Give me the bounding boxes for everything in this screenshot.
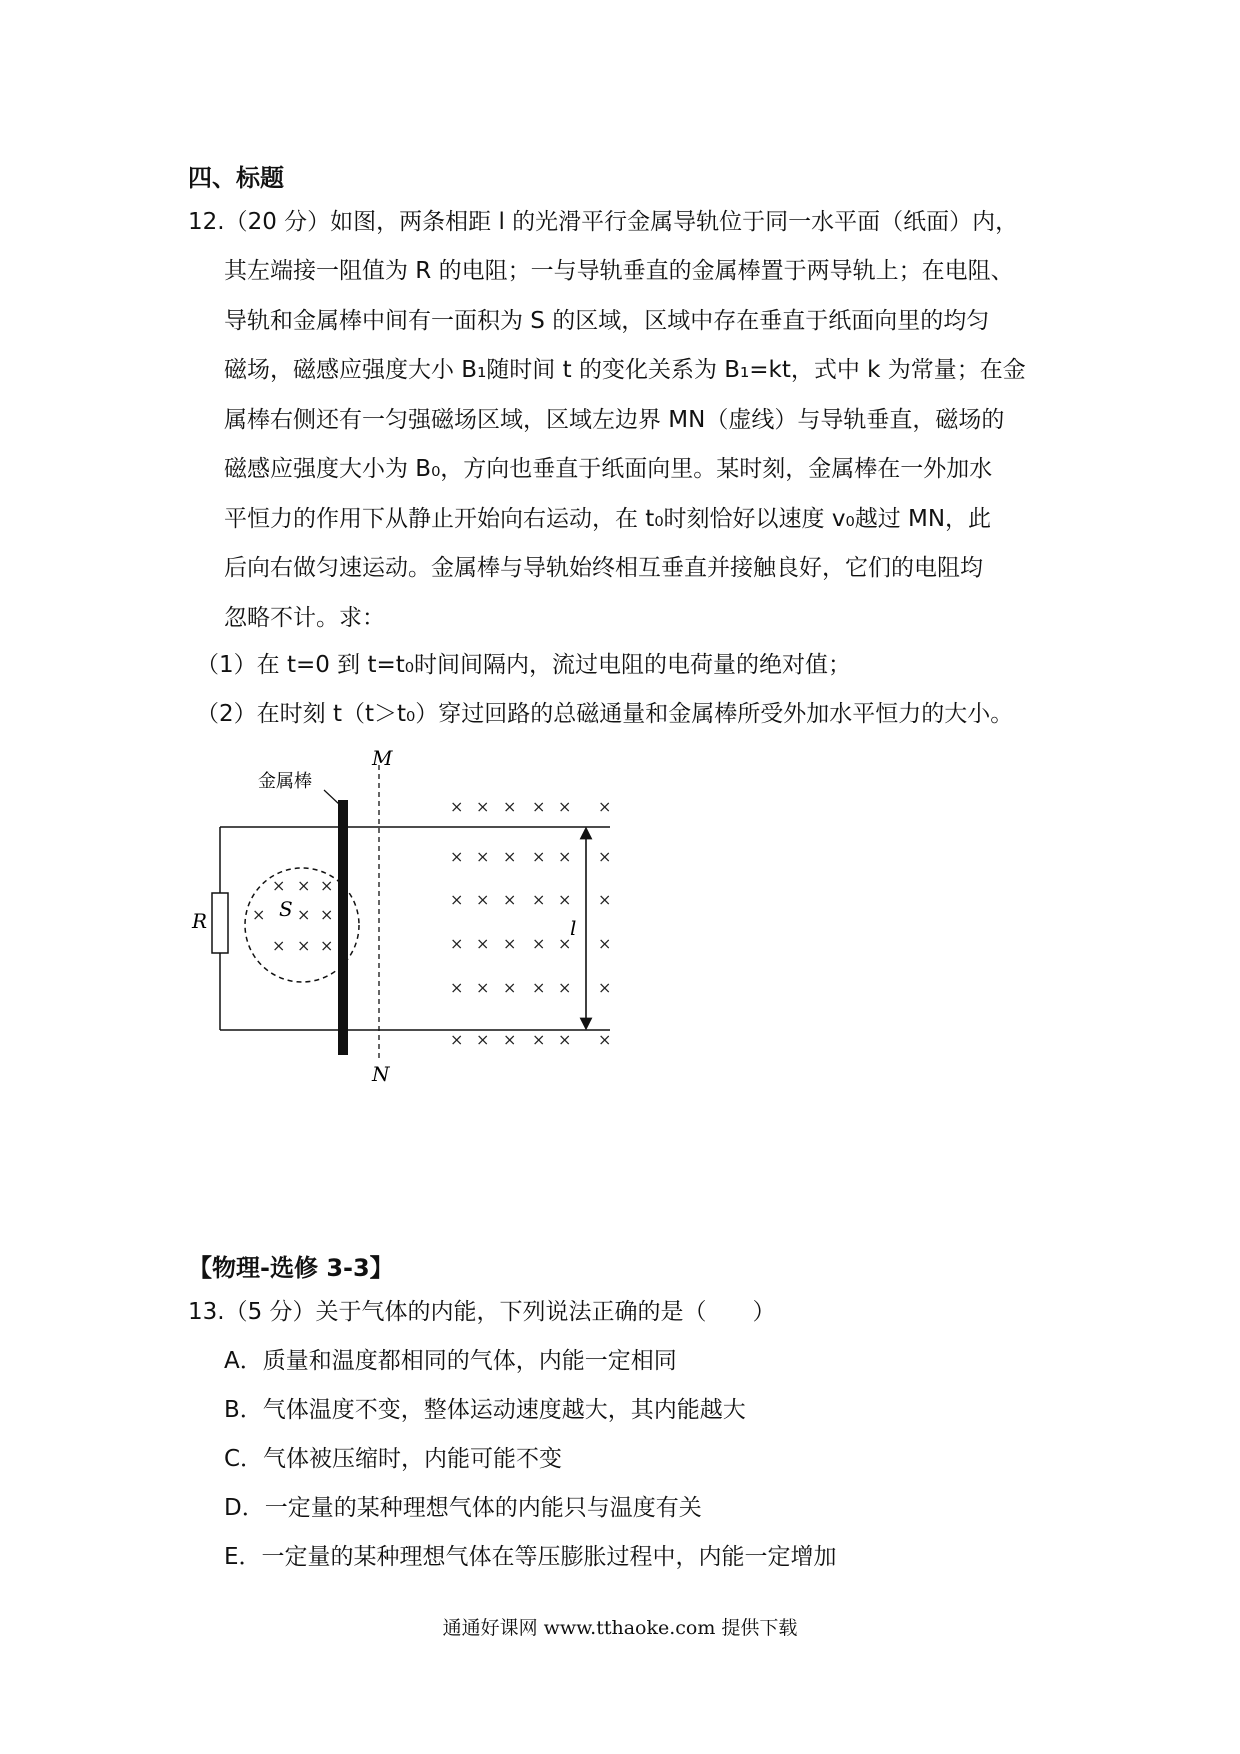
label-r: R bbox=[192, 909, 208, 933]
field-cross: × bbox=[320, 876, 334, 895]
question-13-heading: 13.（5 分）关于气体的内能，下列说法正确的是（ ） bbox=[188, 1299, 776, 1325]
option-c: C．气体被压缩时，内能可能不变 bbox=[224, 1446, 563, 1472]
field-cross: × bbox=[558, 890, 572, 909]
field-cross: × bbox=[558, 847, 572, 866]
label-m: M bbox=[372, 746, 393, 770]
label-s: S bbox=[279, 897, 293, 921]
field-cross: × bbox=[450, 978, 464, 997]
circuit-figure bbox=[186, 745, 626, 1085]
field-cross: × bbox=[450, 890, 464, 909]
field-cross: × bbox=[272, 876, 286, 895]
field-cross: × bbox=[476, 797, 490, 816]
option-a: A．质量和温度都相同的气体，内能一定相同 bbox=[224, 1348, 677, 1374]
question-12-line: 其左端接一阻值为 R 的电阻；一与导轨垂直的金属棒置于两导轨上；在电阻、 bbox=[224, 258, 1014, 284]
field-cross: × bbox=[598, 847, 612, 866]
field-cross: × bbox=[558, 934, 572, 953]
field-cross: × bbox=[503, 1030, 517, 1049]
option-d: D．一定量的某种理想气体的内能只与温度有关 bbox=[224, 1495, 702, 1521]
question-12-part-2: （2）在时刻 t（t＞t₀）穿过回路的总磁通量和金属棒所受外加水平恒力的大小。 bbox=[196, 701, 1014, 727]
field-cross: × bbox=[532, 978, 546, 997]
field-cross: × bbox=[503, 934, 517, 953]
field-cross: × bbox=[450, 1030, 464, 1049]
field-cross: × bbox=[503, 797, 517, 816]
field-cross: × bbox=[558, 978, 572, 997]
field-cross: × bbox=[532, 797, 546, 816]
field-cross: × bbox=[450, 797, 464, 816]
question-12-line: 平恒力的作用下从静止开始向右运动，在 t₀时刻恰好以速度 v₀越过 MN，此 bbox=[224, 505, 992, 532]
label-n: N bbox=[372, 1062, 390, 1085]
field-cross: × bbox=[558, 797, 572, 816]
question-12-heading: 12.（20 分）如图，两条相距 l 的光滑平行金属导轨位于同一水平面（纸面）内， bbox=[188, 209, 1019, 235]
question-12-line: 忽略不计。求： bbox=[224, 604, 385, 631]
field-cross: × bbox=[503, 978, 517, 997]
field-cross: × bbox=[320, 936, 334, 955]
field-cross: × bbox=[598, 978, 612, 997]
field-cross: × bbox=[598, 1030, 612, 1049]
field-cross: × bbox=[297, 905, 311, 924]
field-cross: × bbox=[252, 905, 266, 924]
option-b: B．气体温度不变，整体运动速度越大，其内能越大 bbox=[224, 1397, 746, 1423]
field-cross: × bbox=[503, 890, 517, 909]
field-cross: × bbox=[297, 936, 311, 955]
question-12-line: 属棒右侧还有一匀强磁场区域，区域左边界 MN（虚线）与导轨垂直，磁场的 bbox=[224, 406, 1005, 433]
section-title-elective: 【物理-选修 3-3】 bbox=[188, 1254, 394, 1282]
field-cross: × bbox=[598, 934, 612, 953]
field-cross: × bbox=[476, 890, 490, 909]
metal-rod bbox=[338, 800, 348, 1055]
field-cross: × bbox=[297, 876, 311, 895]
field-cross: × bbox=[532, 934, 546, 953]
field-cross: × bbox=[558, 1030, 572, 1049]
field-cross: × bbox=[476, 978, 490, 997]
question-12-line: 磁感应强度大小为 B₀，方向也垂直于纸面向里。某时刻，金属棒在一外加水 bbox=[224, 456, 993, 482]
page-footer: 通通好课网 www.tthaoke.com 提供下载 bbox=[442, 1617, 798, 1639]
section-title: 四、标题 bbox=[188, 164, 284, 192]
field-cross: × bbox=[532, 890, 546, 909]
question-12-part-1: （1）在 t=0 到 t=t₀时间间隔内，流过电阻的电荷量的绝对值； bbox=[196, 652, 852, 678]
question-12-line: 磁场，磁感应强度大小 B₁随时间 t 的变化关系为 B₁=kt，式中 k 为常量；在金 bbox=[224, 357, 1026, 383]
field-cross: × bbox=[598, 797, 612, 816]
resistor bbox=[212, 893, 228, 953]
label-l: l bbox=[570, 916, 577, 940]
option-e: E．一定量的某种理想气体在等压膨胀过程中，内能一定增加 bbox=[224, 1544, 837, 1570]
field-cross: × bbox=[476, 847, 490, 866]
question-12-body bbox=[224, 256, 1064, 652]
field-cross: × bbox=[320, 905, 334, 924]
label-metal-rod: 金属棒 bbox=[258, 771, 312, 792]
field-cross: × bbox=[532, 1030, 546, 1049]
field-cross: × bbox=[476, 1030, 490, 1049]
field-cross: × bbox=[450, 934, 464, 953]
right-field-crosses bbox=[450, 797, 611, 1049]
question-12-line: 后向右做匀速运动。金属棒与导轨始终相互垂直并接触良好，它们的电阻均 bbox=[224, 555, 983, 581]
field-cross: × bbox=[532, 847, 546, 866]
question-12-line: 导轨和金属棒中间有一面积为 S 的区域，区域中存在垂直于纸面向里的均匀 bbox=[224, 307, 990, 334]
field-cross: × bbox=[598, 890, 612, 909]
field-cross: × bbox=[476, 934, 490, 953]
field-cross: × bbox=[503, 847, 517, 866]
field-cross: × bbox=[450, 847, 464, 866]
rod-leader-line bbox=[324, 790, 340, 805]
region-s-field-crosses bbox=[252, 876, 333, 955]
field-cross: × bbox=[272, 936, 286, 955]
